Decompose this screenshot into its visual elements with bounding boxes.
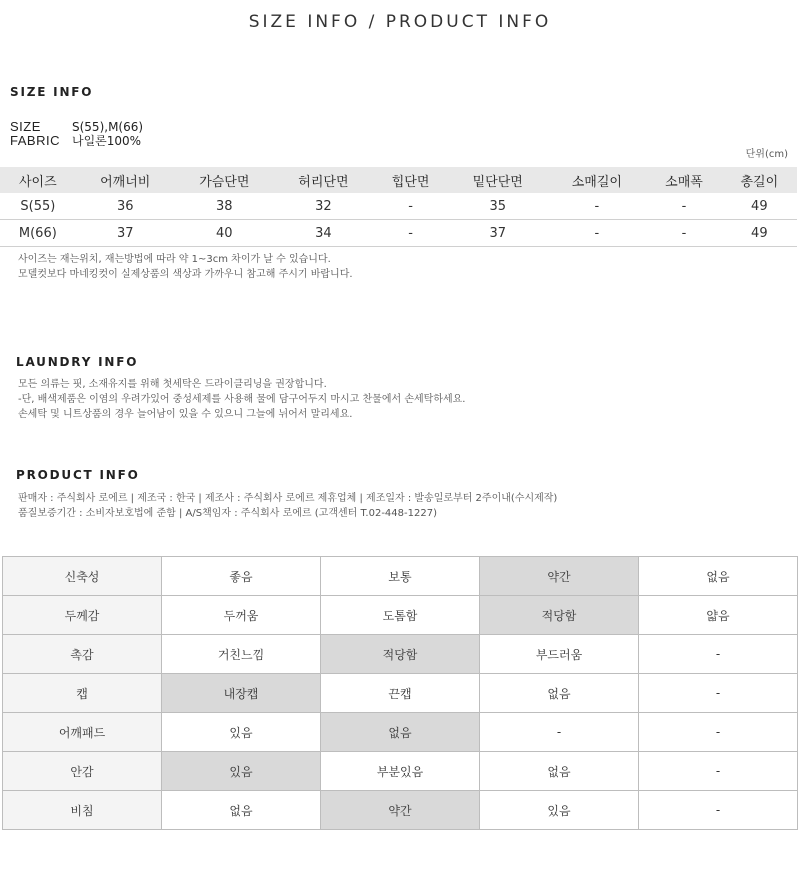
size-value: S(55),M(66) [72, 120, 144, 134]
attribute-row [3, 713, 798, 752]
attribute-option: 거친느낌 [162, 635, 321, 674]
attribute-option: 있음 [480, 791, 639, 830]
product-line: 품질보증기간 : 소비자보호법에 준함 | A/S책임자 : 주식회사 로에르 (고객센터 T.02-448-1227) [18, 508, 437, 519]
attribute-label: 어깨패드 [3, 713, 162, 752]
column-header: 총길이 [722, 167, 797, 193]
table-cell: 34 [274, 220, 373, 247]
table-cell: - [547, 193, 646, 220]
attribute-option: - [480, 713, 639, 752]
page-title: SIZE INFO / PRODUCT INFO [248, 12, 552, 32]
attribute-row [3, 596, 798, 635]
attribute-option: 부분있음 [321, 752, 480, 791]
table-cell: S(55) [0, 193, 76, 220]
attribute-option: 얇음 [639, 596, 798, 635]
size-note: 사이즈는 재는위치, 재는방법에 따라 약 1~3cm 차이가 날 수 있습니다. [18, 254, 331, 265]
attribute-label: 캡 [3, 674, 162, 713]
attribute-option-selected: 약간 [321, 791, 480, 830]
attribute-option: - [639, 713, 798, 752]
size-notes [18, 252, 353, 282]
attribute-label: 두께감 [3, 596, 162, 635]
size-key: SIZE [10, 119, 41, 134]
attribute-option-selected: 없음 [321, 713, 480, 752]
attribute-label: 신축성 [3, 557, 162, 596]
laundry-line: 모든 의류는 핏, 소재유지를 위해 첫세탁은 드라이클리닝을 권장합니다. [18, 379, 327, 390]
laundry-info-title: LAUNDRY INFO [16, 355, 139, 369]
table-cell: 36 [76, 193, 175, 220]
table-cell: 37 [76, 220, 175, 247]
attribute-option-selected: 내장캡 [162, 674, 321, 713]
attribute-option: 두꺼움 [162, 596, 321, 635]
size-row [10, 120, 143, 134]
product-info-title: PRODUCT INFO [16, 468, 140, 482]
attribute-label: 안감 [3, 752, 162, 791]
attribute-row [3, 674, 798, 713]
attribute-option: - [639, 635, 798, 674]
table-cell: 35 [448, 193, 547, 220]
attribute-row [3, 791, 798, 830]
table-cell: 49 [722, 193, 797, 220]
attribute-option: 도톰함 [321, 596, 480, 635]
attribute-option-selected: 적당함 [480, 596, 639, 635]
attribute-option-selected: 있음 [162, 752, 321, 791]
size-table [0, 167, 797, 247]
fabric-row [10, 134, 141, 148]
fabric-key: FABRIC [10, 133, 60, 148]
size-note: 모델컷보다 마네킹컷이 실제상품의 색상과 가까우니 참고해 주시기 바랍니다. [18, 269, 353, 280]
attribute-label: 비침 [3, 791, 162, 830]
table-cell: - [373, 220, 448, 247]
product-notes [18, 491, 557, 521]
product-line: 판매자 : 주식회사 로에르 | 제조국 : 한국 | 제조사 : 주식회사 로에르 제휴업체 | 제조일자 : 발송일로부터 2주이내(수시제작) [18, 493, 558, 504]
attribute-option: 없음 [162, 791, 321, 830]
attribute-option: - [639, 674, 798, 713]
table-cell: 32 [274, 193, 373, 220]
column-header: 힙단면 [373, 167, 448, 193]
laundry-notes [18, 377, 465, 422]
attribute-option: - [639, 752, 798, 791]
table-row [0, 193, 797, 220]
table-cell: 38 [175, 193, 274, 220]
table-cell: - [373, 193, 448, 220]
column-header: 사이즈 [0, 167, 76, 193]
table-cell: 40 [175, 220, 274, 247]
attribute-table [2, 556, 798, 830]
table-cell: 37 [448, 220, 547, 247]
size-info-title: SIZE INFO [10, 85, 94, 99]
table-cell: - [646, 220, 721, 247]
table-cell: - [547, 220, 646, 247]
column-header: 가슴단면 [175, 167, 274, 193]
attribute-option: 있음 [162, 713, 321, 752]
column-header: 소매폭 [646, 167, 721, 193]
attribute-row [3, 635, 798, 674]
column-header: 허리단면 [274, 167, 373, 193]
table-cell: - [646, 193, 721, 220]
column-header: 어깨너비 [76, 167, 175, 193]
attribute-option-selected: 약간 [480, 557, 639, 596]
attribute-row [3, 557, 798, 596]
attribute-option: 없음 [639, 557, 798, 596]
table-row [0, 220, 797, 247]
attribute-option: 부드러움 [480, 635, 639, 674]
attribute-option: 끈캡 [321, 674, 480, 713]
attribute-option: 보통 [321, 557, 480, 596]
attribute-option: - [639, 791, 798, 830]
laundry-line: 손세탁 및 니트상품의 경우 늘어남이 있을 수 있으니 그늘에 뉘어서 말리세요. [18, 409, 353, 420]
laundry-line: -단, 배색제품은 이염의 우려가있어 중성세제를 사용해 물에 담구어두지 마시고 찬물에서 손세탁하세요. [18, 394, 466, 405]
table-cell: M(66) [0, 220, 76, 247]
attribute-option: 없음 [480, 752, 639, 791]
attribute-option: 좋음 [162, 557, 321, 596]
attribute-row [3, 752, 798, 791]
unit-label: 단위(cm) [745, 149, 788, 160]
attribute-label: 촉감 [3, 635, 162, 674]
attribute-option-selected: 적당함 [321, 635, 480, 674]
size-table-header [0, 167, 797, 193]
column-header: 소매길이 [547, 167, 646, 193]
table-cell: 49 [722, 220, 797, 247]
column-header: 밑단단면 [448, 167, 547, 193]
fabric-value: 나일론100% [72, 134, 142, 148]
attribute-option: 없음 [480, 674, 639, 713]
